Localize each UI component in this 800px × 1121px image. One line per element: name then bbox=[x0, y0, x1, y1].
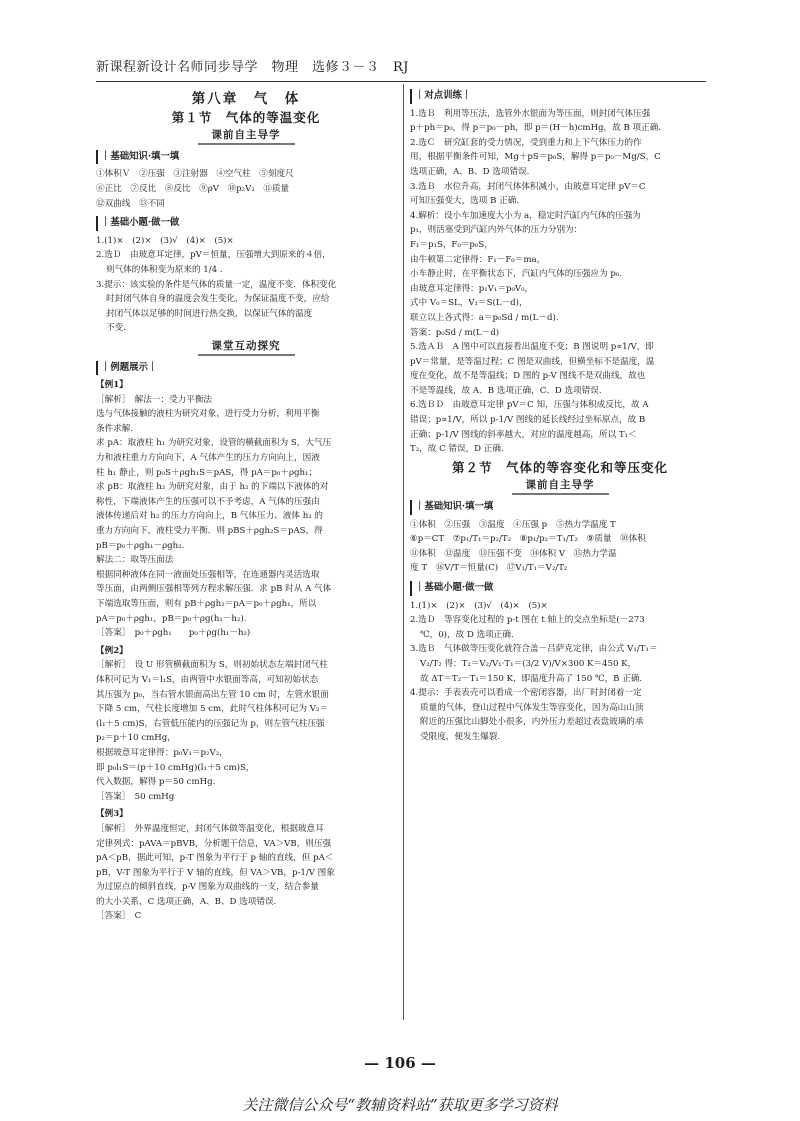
practice-line: 2.选Ｃ 研究缸套的受力情况，受到重力和上下气体压力的作 bbox=[410, 137, 642, 148]
example-line: 为过原点的倾斜直线，p-V 图象为双曲线的一支，结合参量 bbox=[96, 882, 319, 893]
basic-question-line: 2.选Ｄ 由玻意耳定律，pV＝恒量，压强增大到原来的４倍， bbox=[96, 250, 331, 261]
example-line: pB＝p₀＋ρgh₁－ρgh₂. bbox=[96, 540, 185, 551]
example-line: 求 pB：取液柱 h₂ 为研究对象，由于 h₂ 的下端以下液体的对 bbox=[96, 482, 329, 493]
section-title: 第１节 气体的等温变化 bbox=[171, 109, 321, 125]
example-line: p₂＝p＋10 cmHg， bbox=[96, 733, 176, 744]
practice-line: 6.选ＢＤ 由玻意耳定律 pV＝C 知，压强与体积成反比，故 A bbox=[410, 400, 649, 411]
page-number: — 106 — bbox=[364, 1054, 436, 1072]
example-line: 选与气体接触的液柱为研究对象，进行受力分析，利用平衡 bbox=[96, 409, 320, 420]
basic-question-line: 封闭气体以足够的时间进行热交换，以保证气体的温度 bbox=[106, 308, 313, 319]
basic-knowledge-line: ⑫双曲线 ⑬不同 bbox=[96, 198, 165, 209]
basic-question-line: 3.选Ｂ 气体做等压变化就符合盖－吕萨克定律，由公式 V₁/T₁＝ bbox=[410, 644, 658, 655]
example-answer: ［答案］ 50 cmHg bbox=[96, 791, 175, 802]
basic-knowledge-line: ⑥p＝CT ⑦p₁/T₁＝p₂/T₂ ⑧p₁/p₂＝T₁/T₂ ⑨质量 ⑩体积 bbox=[410, 534, 646, 545]
example-line: ［解析］ 外界温度恒定，封闭气体做等温变化，根据玻意耳 bbox=[96, 823, 324, 834]
basic-question-line: 1.(1)× (2)× (3)√ (4)× (5)× bbox=[410, 600, 548, 611]
practice-answer: 答案：p₀Sd / m(L－d) bbox=[410, 327, 500, 338]
basic-knowledge-heading-2: ｜基础知识·填一填 bbox=[410, 500, 710, 515]
practice-line: 选项正确，A、B、D 选项错误. bbox=[410, 166, 530, 177]
basic-question-line: 4.提示：手表表壳可以看成一个密闭容器，出厂时封闭着一定 bbox=[410, 688, 642, 699]
basic-question-line: 故 ΔT＝T₂－T₁＝150 K，即温度升高了 150 ℃，B 正确. bbox=[420, 673, 643, 684]
basic-knowledge-line: ①体积Ｖ ②压强 ③注射器 ④空气柱 ⑤刻度尺 bbox=[96, 169, 294, 180]
example-line: 代入数据，解得 p＝50 cmHg. bbox=[96, 777, 216, 788]
example-label: 【例2】 bbox=[96, 645, 128, 656]
basic-questions-heading-2: ｜基础小题·做一做 bbox=[410, 581, 710, 596]
practice-line: 错误；p∝1/V，所以 p-1/V 图线的延长线经过坐标原点，故 B bbox=[410, 415, 646, 426]
practice-line: p₁，则活塞受到汽缸内外气体的压力分别为： bbox=[410, 225, 583, 236]
basic-knowledge-line: ⑥正比 ⑦反比 ⑧反比 ⑨ρV ⑩p₂V₂ ⑪质量 bbox=[96, 183, 290, 194]
example-line: 定律列式：pAVA＝pBVB，分析题干信息，VA＞VB，则压强 bbox=[96, 838, 332, 849]
example-line: 称性，下端液体产生的压强可以不予考虑，A 气体的压强由 bbox=[96, 496, 320, 507]
example-line: 液体传递后对 h₂ 的压力方向向上，B 气体压力、液体 h₂ 的 bbox=[96, 511, 323, 522]
example-line: 体积可记为 V₁＝l₁S，由两管中水银面等高，可知初始状态 bbox=[96, 674, 319, 685]
practice-line: 小车静止时，在平衡状态下，汽缸内气体的压强应为 p₀. bbox=[410, 269, 623, 280]
example-line: 根据同种液体在同一液面处压强相等，在连通器内灵活选取 bbox=[96, 569, 320, 580]
right-column bbox=[410, 84, 710, 745]
chapter-title: 第八章 气 体 bbox=[191, 91, 301, 107]
practice-line: 正确；p-1/V 图线的斜率越大，对应的温度越高，所以 T₁＜ bbox=[410, 429, 637, 440]
practice-heading: ｜对点训练｜ bbox=[410, 89, 710, 104]
practice-line: 由牛顿第二定律得：F₁－F₀＝ma， bbox=[410, 254, 546, 265]
example-line: pA＝p₀＋ρgh₁，pB＝p₀＋ρg(h₁－h₂). bbox=[96, 613, 247, 624]
column-divider bbox=[403, 84, 404, 1020]
basic-question-line: 受限度，便发生爆裂. bbox=[420, 731, 501, 742]
section-2-title: 第２节 气体的等容变化和等压变化 bbox=[451, 459, 668, 475]
footer-note: 关注微信公众号“教辅资料站”获取更多学习资料 bbox=[242, 1096, 558, 1114]
basic-question-line: 不变. bbox=[106, 323, 126, 334]
example-line: 根据玻意耳定律得：p₀V₁＝p₂V₂， bbox=[96, 747, 228, 758]
example-line: pB，V-T 图象为平行于 V 轴的直线，但 VA＞VB，p-1/V 图象 bbox=[96, 867, 335, 878]
practice-line: 5.选ＡＢ A 图中可以直接看出温度不变；B 图说明 p∝1/V，即 bbox=[410, 342, 654, 353]
practice-line: 4.解析：设小车加速度大小为 a，稳定时汽缸内气体的压强为 bbox=[410, 210, 641, 221]
example-line: 等压面，由两侧压强相等列方程求解压强．求 pB 时从 A 气体 bbox=[96, 584, 332, 595]
banner-pre-class-2: 课前自主导学 bbox=[410, 478, 710, 495]
practice-line: F₁＝p₁S，F₀＝p₀S， bbox=[410, 239, 493, 250]
example-line: 即 p₀l₁S＝(p＋10 cmHg)(l₁＋5 cm)S， bbox=[96, 762, 255, 773]
basic-knowledge-line: ①体积 ②压强 ③温度 ④压强 p ⑤热力学温度 T bbox=[410, 519, 616, 530]
example-line: 解法二：取等压面法 bbox=[96, 555, 174, 566]
example-line: ［解析］ 设 U 形管横截面积为 S，则初始状态左端封闭气柱 bbox=[96, 660, 328, 671]
basic-question-line: 质量的气体，登山过程中气体发生等容变化，因为高山山顶 bbox=[420, 702, 644, 713]
basic-knowledge-heading: ｜基础知识·填一填 bbox=[96, 150, 396, 165]
practice-line: 由玻意耳定律得：p₁V₁＝p₀V₀， bbox=[410, 283, 534, 294]
example-line: 其压强为 p₀，当右管水银面高出左管 10 cm 时，左管水银面 bbox=[96, 689, 329, 700]
practice-line: 不是等温线，故 A、B 选项正确，C、D 选项错误. bbox=[410, 385, 602, 396]
example-label: 【例3】 bbox=[96, 809, 128, 820]
basic-question-line: 则气体的体积变为原来的 1/4 . bbox=[106, 264, 223, 275]
example-answer: ［答案］ p₀＋ρgh₁ p₀＋ρg(h₁－h₂) bbox=[96, 628, 251, 639]
example-label: 【例1】 bbox=[96, 380, 128, 391]
example-line: 条件求解. bbox=[96, 423, 134, 434]
example-line: 下降 5 cm，气柱长度增加 5 cm，此时气柱体积可记为 V₂＝ bbox=[96, 704, 329, 715]
example-line: 柱 h₁ 静止，则 p₀S＋ρgh₁S＝pAS，得 pA＝p₀＋ρgh₁； bbox=[96, 467, 318, 478]
example-line: 重力方向向下，液柱受力平衡．则 pBS＋ρgh₂S＝pAS，得 bbox=[96, 526, 323, 537]
basic-question-line: 附近的压强比山脚处小很多，内外压力差超过表盘玻璃的承 bbox=[420, 717, 644, 728]
practice-line: p＋ph＝p₀，得 p＝p₀－ph，即 p＝(H－h)cmHg，故 B 项正确. bbox=[410, 123, 662, 134]
basic-knowledge-line: ⑪体积 ⑫温度 ⑬压强不变 ⑭体积 V ⑮热力学温 bbox=[410, 548, 617, 559]
example-line: pA＜pB，据此可知，p-T 图象为平行于 p 轴的直线，但 pA＜ bbox=[96, 853, 334, 864]
example-line: 力和液柱重力方向向下，A 气体产生的压力方向向上，因液 bbox=[96, 453, 320, 464]
example-line: 求 pA：取液柱 h₁ 为研究对象，设管的横截面积为 S，大气压 bbox=[96, 438, 332, 449]
practice-line: 联立以上各式得：a＝p₀Sd / m(L－d). bbox=[410, 312, 559, 323]
basic-question-line: V₂/T₂ 得：T₂＝V₂/V₁·T₁＝(3/2 V)/V×300 K＝450 K， bbox=[420, 658, 637, 669]
banner-in-class: 课堂互动探究 bbox=[96, 339, 396, 356]
basic-knowledge-line: 度 T ⑯V/T＝恒量(C) ⑰V₁/T₁＝V₂/T₂ bbox=[410, 563, 568, 574]
practice-line: 1.选Ｂ 利用等压法，选管外水银面为等压面，则封闭气体压强 bbox=[410, 108, 651, 119]
basic-question-line: 3.提示：该实验的条件是气体的质量一定，温度不变．体积变化 bbox=[96, 279, 337, 290]
left-column bbox=[96, 84, 396, 924]
practice-line: 可知压强变大，选项 B 正确. bbox=[410, 196, 520, 207]
basic-question-line: 时封闭气体自身的温度会发生变化，为保证温度不变，应给 bbox=[106, 294, 330, 305]
example-line: 的大小关系，C 选项正确，A、B、D 选项错误. bbox=[96, 896, 277, 907]
basic-question-line: 2.选Ｄ 等容变化过程的 p-t 图在 t 轴上的交点坐标是(－273 bbox=[410, 615, 645, 626]
banner-pre-class: 课前自主导学 bbox=[96, 128, 396, 145]
example-line: ［解析］ 解法一：受力平衡法 bbox=[96, 394, 213, 405]
practice-line: 用，根据平衡条件可知，Mg＋pS＝p₀S，解得 p＝p₀－Mg/S，C bbox=[410, 152, 661, 163]
running-header: 新课程新设计名师同步导学 物理 选修３－３ RJ bbox=[96, 56, 706, 82]
practice-line: 3.选Ｂ 水位升高，封闭气体体积减小，由玻意耳定律 pV＝C bbox=[410, 181, 646, 192]
basic-questions-heading: ｜基础小题·做一做 bbox=[96, 216, 396, 231]
example-line: (l₁＋5 cm)S，右管低压能内的压强记为 p，则左管气柱压强 bbox=[96, 718, 325, 729]
basic-question-line: ℃，0)，故 D 选项正确. bbox=[420, 629, 514, 640]
basic-question-line: 1.(1)× (2)× (3)√ (4)× (5)× bbox=[96, 235, 234, 246]
practice-line: T₂，故 C 错误，D 正确. bbox=[410, 444, 504, 455]
example-line: 下端选取等压面，则有 pB＋ρgh₂＝pA＝p₀＋ρgh₁，所以 bbox=[96, 599, 317, 609]
practice-line: 度在变化，故不是等温线；D 图的 p-V 图线不是双曲线，故也 bbox=[410, 371, 646, 382]
example-answer: ［答案］ C bbox=[96, 911, 142, 922]
examples-heading: ｜例题展示｜ bbox=[96, 361, 396, 376]
practice-line: pV＝常量，是等温过程；C 图是双曲线，但横坐标不是温度，温 bbox=[410, 356, 655, 367]
practice-line: 式中 V₀＝SL，V₁＝S(L－d)， bbox=[410, 298, 528, 309]
